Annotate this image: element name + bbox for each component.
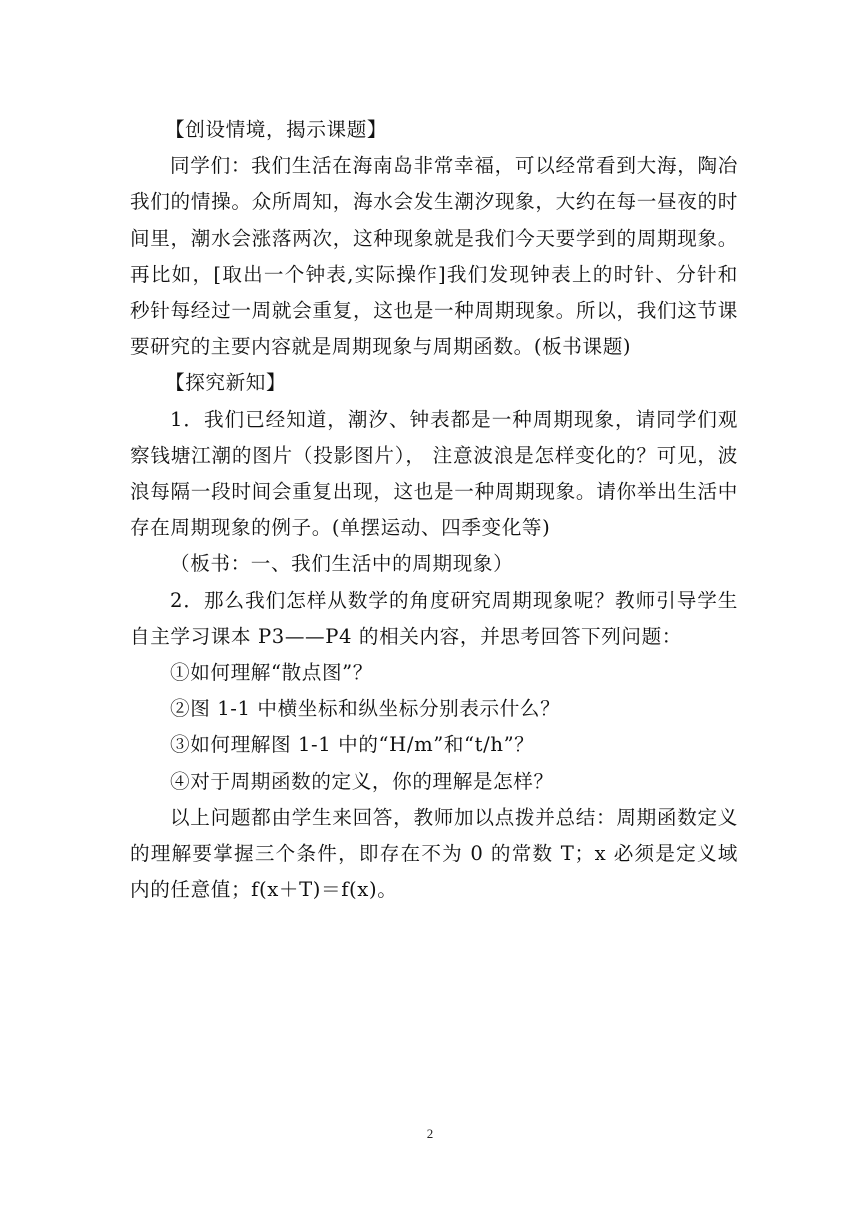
question-1: ①如何理解“散点图”？ [170,661,373,685]
page-number: 2 [426,1126,434,1141]
paragraph-intro: 同学们：我们生活在海南岛非常幸福，可以经常看到大海，陶冶我们的情操。众所周知，海水会发生潮汐现象，大约在每一昼夜的时间里，潮水会涨落两次，这种现象就是我们今天要学到的周期现象。再比如，[取出一个钟表,实际操作]我们发现钟表上的时针、分针和秒针每经过一周就会重复，这也是一种周期现象。所以，我们这节课要研究的主要内容就是周期现象与周期函数。(板书课题) [130,154,738,359]
paragraph-item-2: 2．那么我们怎样从数学的角度研究周期现象呢？教师引导学生自主学习课本 P3——P4 的相关内容，并思考回答下列问题： [130,588,738,648]
section-heading-context: 【创设情境，揭示课题】 [165,118,388,141]
question-4: ④对于周期函数的定义，你的理解是怎样？ [170,769,554,793]
board-note: （板书：一、我们生活中的周期现象） [170,552,514,576]
document-body [130,112,738,908]
paragraph-item-1: 1．我们已经知道，潮汐、钟表都是一种周期现象，请同学们观察钱塘江潮的图片（投影图片）， 注意波浪是怎样变化的？可见，波浪每隔一段时间会重复出现，这也是一种周期现象。请你举出生活中存在周期现象的例子。(单摆运动、四季变化等) [130,407,738,540]
section-heading-explore: 【探究新知】 [165,371,287,395]
question-2: ②图 1-1 中横坐标和纵坐标分别表示什么？ [170,697,561,721]
question-3: ③如何理解图 1-1 中的“H/m”和“t/h”？ [170,733,535,757]
paragraph-summary: 以上问题都由学生来回答，教师加以点拨并总结：周期函数定义的理解要掌握三个条件，即存在不为 0 的常数 T；x 必须是定义域内的任意值；f(x＋T)＝f(x)。 [130,805,738,902]
